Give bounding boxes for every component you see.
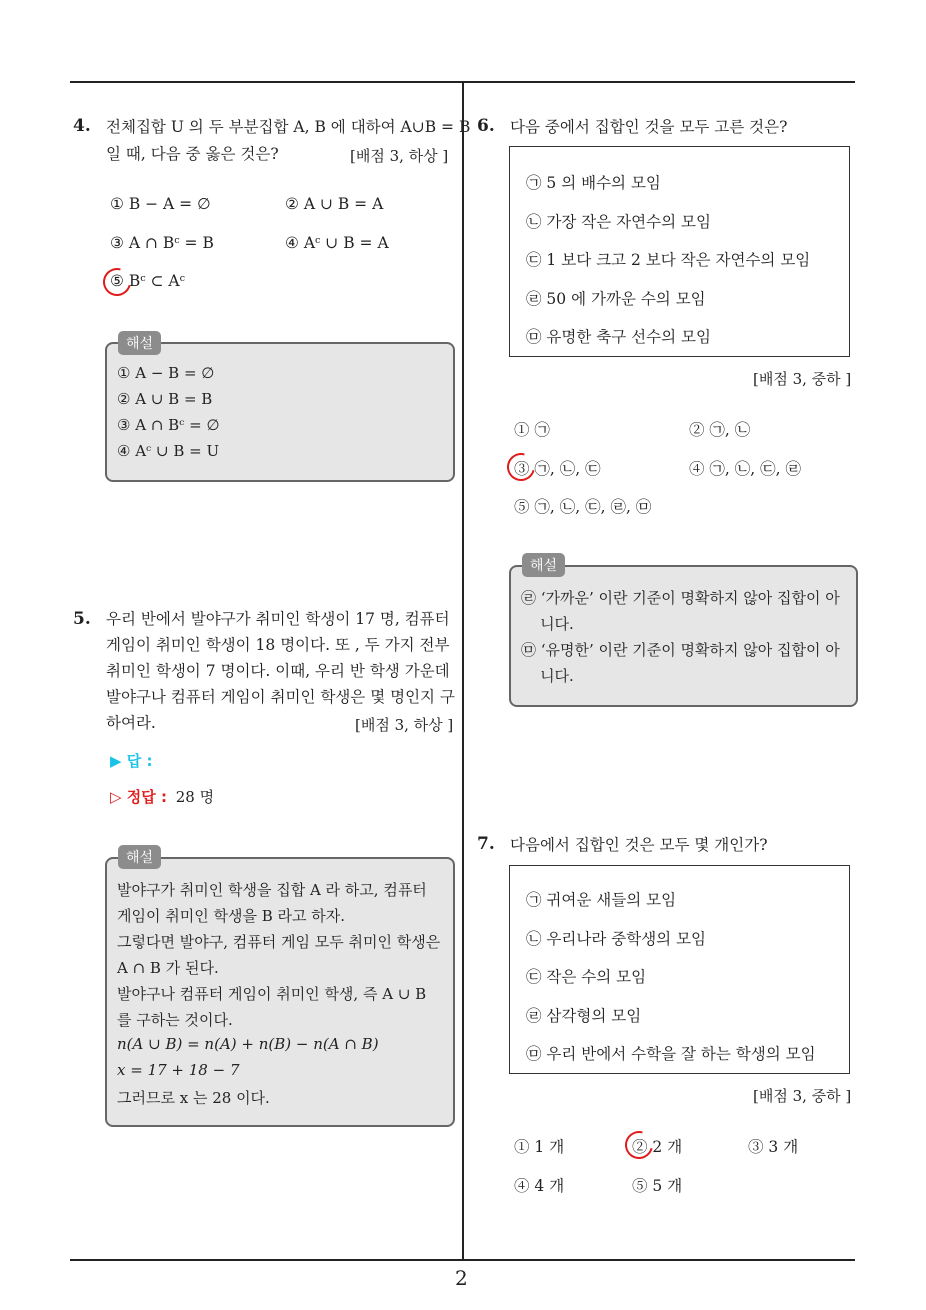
q4-number: 4. [73, 116, 91, 136]
q6-option-4[interactable]: ④ ㉠, ㉡, ㉢, ㉣ [689, 460, 801, 478]
q5-solution-line: A ∩ B 가 된다. [117, 959, 219, 977]
q5-question-line: 하여라. [106, 714, 156, 732]
q5-number: 5. [73, 609, 91, 629]
q5-solution-line: 그러므로 x 는 28 이다. [117, 1089, 270, 1107]
q6-box-item: ㉤ 유명한 축구 선수의 모임 [526, 328, 711, 346]
q7-box-item: ㉡ 우리나라 중학생의 모임 [526, 930, 707, 948]
q4-question-line1: 전체집합 U 의 두 부분집합 A, B 에 대하여 A∪B = B [106, 118, 471, 136]
q5-solution-line: 발야구나 컴퓨터 게임이 취미인 학생, 즉 A ∪ B [117, 985, 427, 1003]
q4-solution-tag: 해설 [118, 331, 161, 355]
column-divider [462, 81, 464, 1261]
q7-question: 다음에서 집합인 것은 모두 몇 개인가? [510, 836, 768, 854]
q6-option-3[interactable]: ③ ㉠, ㉡, ㉢ [514, 460, 601, 478]
q7-box-item: ㉠ 귀여운 새들의 모임 [526, 891, 677, 909]
q5-solution-line: 발야구가 취미인 학생을 집합 A 라 하고, 컴퓨터 [117, 881, 427, 899]
q6-solution-line: ㉣ ‘가까운’ 이란 기준이 명확하지 않아 집합이 아 [521, 589, 840, 607]
q6-option-1[interactable]: ① ㉠ [514, 421, 550, 439]
q7-option-3[interactable]: ③ 3 개 [748, 1138, 799, 1156]
q6-question: 다음 중에서 집합인 것을 모두 고른 것은? [510, 118, 788, 136]
q7-item-box [509, 865, 850, 1074]
q6-solution-tag: 해설 [522, 553, 565, 577]
q4-option-2[interactable]: ② A ∪ B = A [285, 195, 384, 213]
q6-item-box [509, 146, 850, 357]
q5-question-line: 게임이 취미인 학생이 18 명이다. 또 , 두 가지 전부 [106, 636, 450, 654]
q4-question-line2: 일 때, 다음 중 옳은 것은? [106, 145, 279, 163]
q5-question-line: 발야구나 컴퓨터 게임이 취미인 학생은 몇 명인지 구 [106, 688, 455, 706]
q5-solution-line: 그렇다면 발야구, 컴퓨터 게임 모두 취미인 학생은 [117, 933, 441, 951]
q4-answer-circle-mark [98, 263, 136, 301]
q6-box-item: ㉣ 50 에 가까운 수의 모임 [526, 290, 706, 308]
q4-option-4[interactable]: ④ Aᶜ ∪ B = A [285, 234, 389, 252]
q6-solution-line: ㉤ ‘유명한’ 이란 기준이 명확하지 않아 집합이 아 [521, 641, 840, 659]
q5-solution-line: n(A ∪ B) = n(A) + n(B) − n(A ∩ B) [117, 1035, 379, 1053]
q5-solution-tag: 해설 [118, 845, 161, 869]
q7-option-2[interactable]: ② 2 개 [632, 1138, 683, 1156]
q7-answer-circle-mark [620, 1126, 658, 1164]
q6-answer-circle-mark [502, 448, 540, 486]
q6-option-2[interactable]: ② ㉠, ㉡ [689, 421, 751, 439]
q5-question-line: 취미인 학생이 7 명이다. 이때, 우리 반 학생 가운데 [106, 662, 450, 680]
q5-solution-line: x = 17 + 18 − 7 [117, 1061, 240, 1079]
q6-option-5[interactable]: ⑤ ㉠, ㉡, ㉢, ㉣, ㉤ [514, 498, 652, 516]
q6-box-item: ㉢ 1 보다 크고 2 보다 작은 자연수의 모임 [526, 251, 811, 269]
q5-answer-input-label[interactable]: ▶ 답 : [110, 752, 153, 770]
q7-option-1[interactable]: ① 1 개 [514, 1138, 565, 1156]
q7-box-item: ㉤ 우리 반에서 수학을 잘 하는 학생의 모임 [526, 1045, 816, 1063]
q7-score: [배점 3, 중하 ] [753, 1087, 852, 1105]
q6-solution-line: 니다. [521, 667, 574, 685]
q5-solution-line: 게임이 취미인 학생을 B 라고 하자. [117, 907, 346, 925]
q4-option-3[interactable]: ③ A ∩ Bᶜ = B [110, 234, 214, 252]
q6-box-item: ㉠ 5 의 배수의 모임 [526, 174, 661, 192]
q7-option-4[interactable]: ④ 4 개 [514, 1177, 565, 1195]
q7-option-5[interactable]: ⑤ 5 개 [632, 1177, 683, 1195]
q4-score: [배점 3, 하상 ] [350, 147, 449, 165]
q5-solution-line: 를 구하는 것이다. [117, 1011, 233, 1029]
q4-option-1[interactable]: ① B − A = ∅ [110, 195, 211, 213]
q5-correct-answer [110, 786, 214, 807]
q5-correct-value: 28 명 [175, 788, 215, 806]
q4-solution-line: ③ A ∩ Bᶜ = ∅ [117, 416, 220, 434]
q4-solution-box [105, 342, 455, 482]
q5-score: [배점 3, 하상 ] [355, 716, 454, 734]
q4-solution-line: ② A ∪ B = B [117, 390, 213, 408]
q4-solution-line: ④ Aᶜ ∪ B = U [117, 442, 220, 460]
q6-score: [배점 3, 중하 ] [753, 370, 852, 388]
page-number: 2 [455, 1266, 468, 1290]
q7-number: 7. [477, 834, 495, 854]
q6-number: 6. [477, 116, 495, 136]
q4-option-5[interactable]: ⑤ Bᶜ ⊂ Aᶜ [110, 272, 185, 290]
q6-box-item: ㉡ 가장 작은 자연수의 모임 [526, 213, 711, 231]
q5-solution-box [105, 857, 455, 1127]
q5-question-line: 우리 반에서 발야구가 취미인 학생이 17 명, 컴퓨터 [106, 610, 450, 628]
q5-correct-label: ▷ 정답 : [110, 788, 167, 806]
q6-solution-line: 니다. [521, 615, 574, 633]
q4-solution-line: ① A − B = ∅ [117, 364, 215, 382]
q7-box-item: ㉢ 작은 수의 모임 [526, 968, 647, 986]
q7-box-item: ㉣ 삼각형의 모임 [526, 1007, 642, 1025]
bottom-rule [70, 1259, 855, 1261]
q6-solution-box [509, 565, 858, 707]
